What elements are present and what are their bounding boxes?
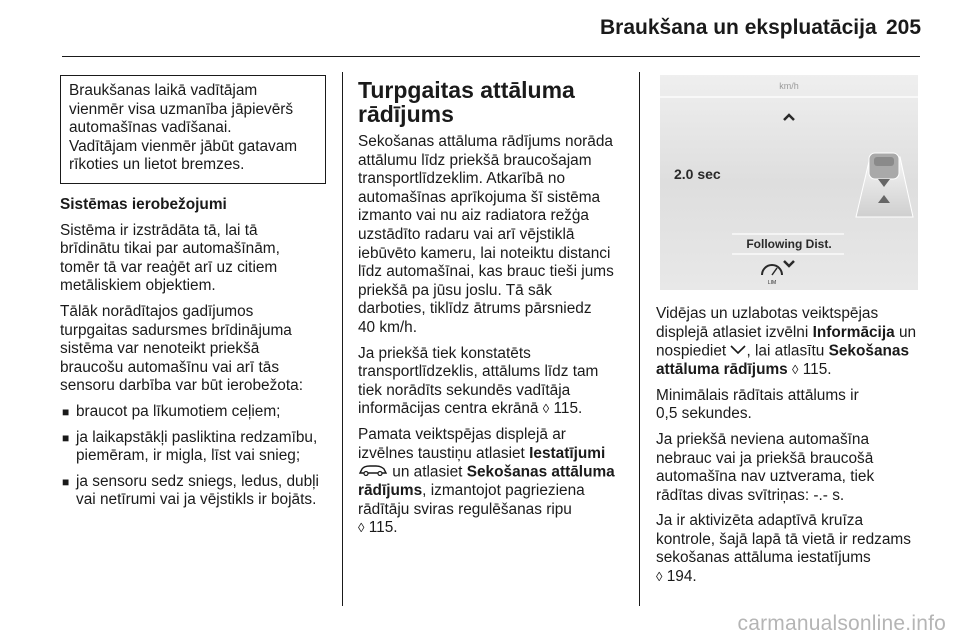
page-number: 205 xyxy=(886,16,922,39)
paragraph: Sekošanas attāluma rādījums norāda attālumu līdz priekšā braucošajam transportlīdzeklim. Atkarībā no automašīnas aprīkojuma šī sistēma izmanto vai nu aiz radiatora režģa uzstādīto radaru vai arī vējstiklā iebūvēto kameru, lai noteiktu distanci līdz automašīnai, kas brauc tieši jums priekšā pa jūsu joslu. Tā sāk darboties, tiklīdz ātrums pārsniedz 40 km/h. xyxy=(358,133,614,336)
column-2 xyxy=(358,78,630,545)
svg-text:Following Dist.: Following Dist. xyxy=(746,237,832,251)
column-1 xyxy=(60,75,326,517)
column-3 xyxy=(656,305,926,594)
page-reference-icon: ◊ xyxy=(358,520,365,536)
vehicle-settings-icon xyxy=(358,463,388,482)
warning-text: Braukšanas laikā vadītājam vienmēr visa uzmanība jāpievērš automašīnas vadīšanai. Vadītājam vienmēr jābūt gatavam rīkoties un lietot bremzes. xyxy=(69,82,298,174)
section-heading: Turpgaitas attāluma rādījums xyxy=(358,77,575,127)
list-item: ■ ja laikapstākļi pasliktina redzamību, piemēram, ir migla, līst vai snieg; xyxy=(62,428,318,465)
paragraph: Ja priekšā neviena automašīna nebrauc vai ja priekšā braucošā automašīna nav uztverama, tiek rādītas divas svītriņas: -.- s. xyxy=(656,430,875,504)
paragraph: Sistēma ir izstrādāta tā, lai tā brīdinātu tikai par automašīnām, tomēr tā var reaģēt arī uz citiem metāliskiem objektiem. xyxy=(60,221,280,295)
warning-box xyxy=(60,75,326,184)
page-reference-icon: ◊ xyxy=(656,569,663,585)
svg-text:LIM: LIM xyxy=(767,280,777,286)
column-divider-left xyxy=(342,72,343,606)
svg-text:km/h: km/h xyxy=(779,81,799,91)
section-subheading: Sistēmas ierobežojumi xyxy=(60,195,227,213)
following-distance-display-image xyxy=(660,75,918,290)
paragraph: Minimālais rādītais attālums ir 0,5 sekundes. xyxy=(656,386,859,423)
limitations-list xyxy=(60,403,326,510)
header-divider xyxy=(62,56,920,57)
page-header-title: Braukšana un ekspluatācija xyxy=(600,16,877,39)
page-reference-icon: ◊ xyxy=(792,362,799,378)
watermark-logo: carmanualsonline.info xyxy=(737,612,946,635)
page-reference[interactable]: 194. xyxy=(666,568,697,586)
paragraph: Ja ir aktivizēta adaptīvā kruīza kontrole, šajā lapā tā vietā ir redzams sekošanas attāluma iestatījums ◊ 194. xyxy=(656,512,911,586)
page-reference[interactable]: 115. xyxy=(368,519,398,537)
svg-text:2.0 sec: 2.0 sec xyxy=(674,166,721,182)
page-reference[interactable]: 115. xyxy=(553,400,583,418)
paragraph: Ja priekšā tiek konstatēts transportlīdzeklis, attālums līdz tam tiek norādīts sekundēs vadītāja informācijas centra ekrānā ◊ 115. xyxy=(358,344,599,418)
page-reference[interactable]: 115. xyxy=(802,361,832,379)
list-item: ■ ja sensoru sedz sniegs, ledus, dubļi vai netīrumi vai ja vējstikls ir bojāts. xyxy=(62,472,319,509)
column-divider-right xyxy=(639,72,640,606)
bullet-icon: ■ xyxy=(62,404,70,419)
list-item: ■ braucot pa līkumotiem ceļiem; xyxy=(62,402,281,420)
paragraph: Vidējas un uzlabotas veiktspējas displejā atlasiet izvēlni Informācija un nospiediet , lai atlasītu Sekošanas attāluma rādījums ◊ 115. xyxy=(656,305,917,379)
bullet-icon: ■ xyxy=(62,474,70,489)
bullet-icon: ■ xyxy=(62,430,70,445)
paragraph: Tālāk norādītajos gadījumos turpgaitas sadursmes brīdinājuma sistēma var nenoteikt priekšā braucošu automašīnu vai arī tās sensoru darbība var būt ierobežota: xyxy=(60,302,303,395)
page-reference-icon: ◊ xyxy=(542,401,550,417)
paragraph: Pamata veiktspējas displejā ar izvēlnes taustiņu atlasiet Iestatījumi un atlasiet Sekošanas attāluma rādījums, izmantojot pagrieziena rādītāju sviras regulēšanas ripu ◊ 115. xyxy=(358,425,615,537)
chevron-down-icon xyxy=(730,342,746,361)
